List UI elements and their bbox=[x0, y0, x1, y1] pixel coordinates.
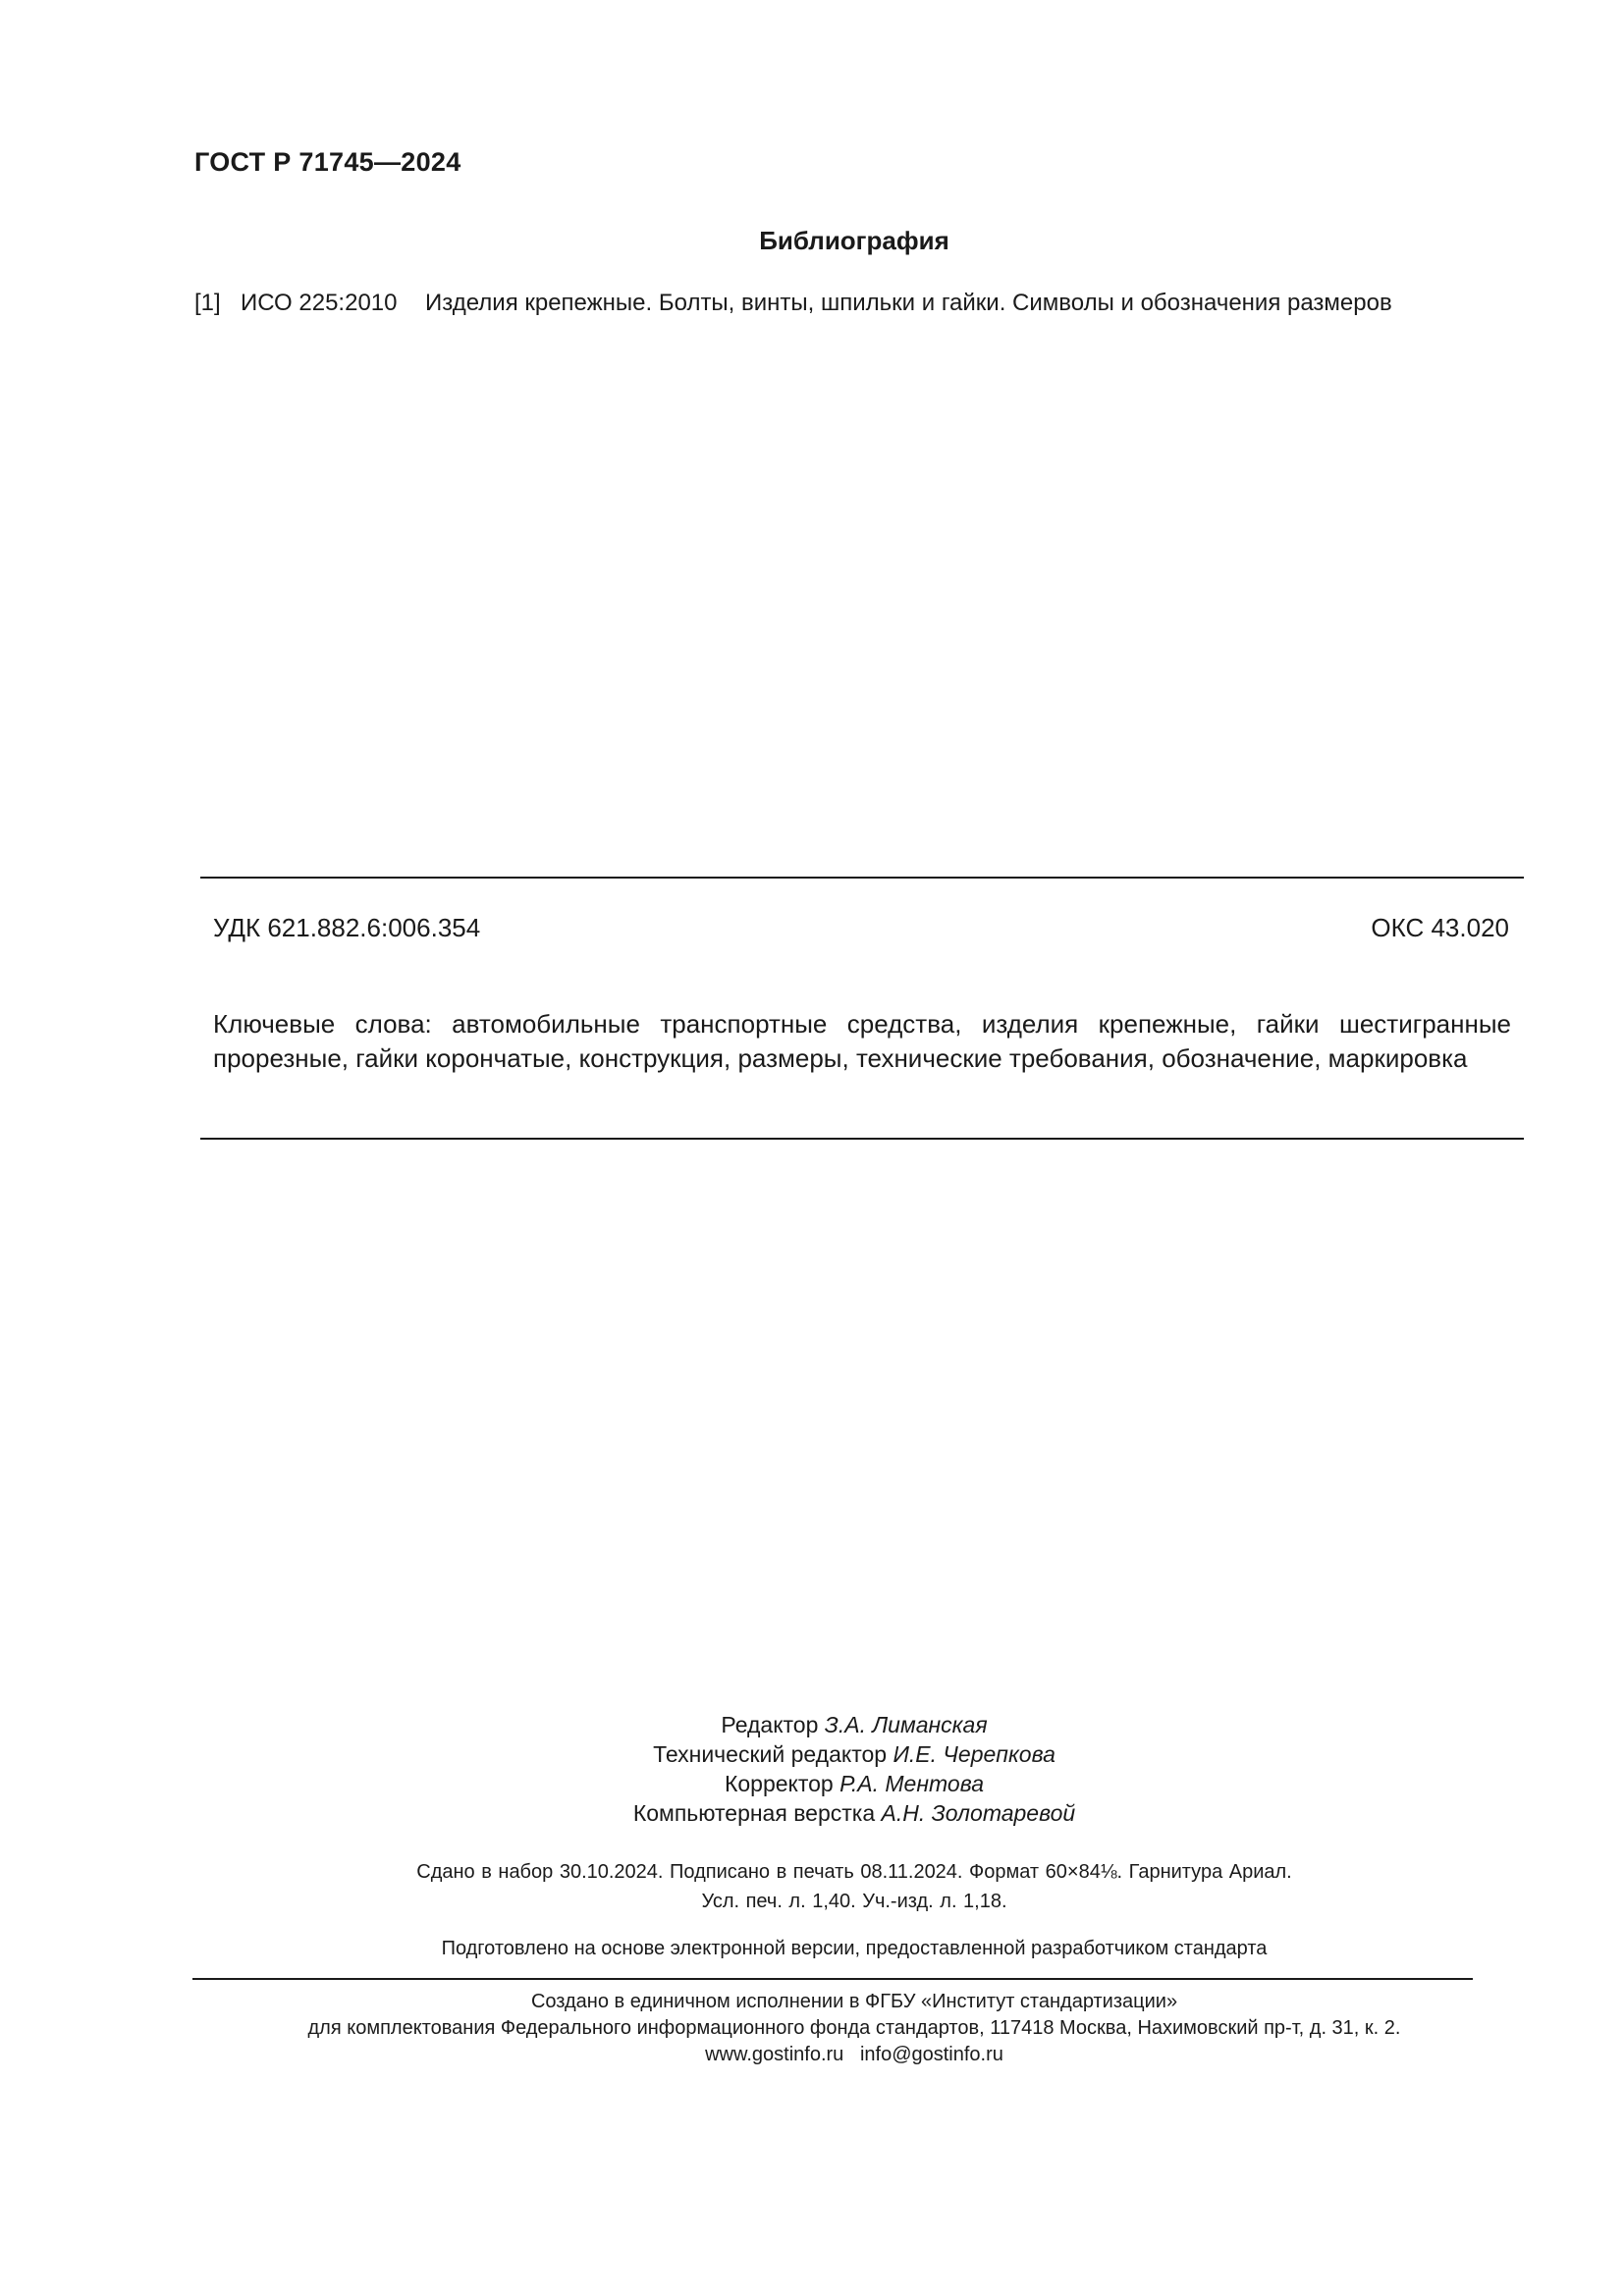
print-info-line-2: Усл. печ. л. 1,40. Уч.-изд. л. 1,18. bbox=[701, 1891, 1007, 1912]
oks-code: ОКС 43.020 bbox=[1371, 913, 1509, 942]
credit-editor: Редактор З.А. Лиманская bbox=[721, 1712, 988, 1737]
prepared-note: Подготовлено на основе электронной версии, предоставленной разработчиком стандарта bbox=[441, 1938, 1268, 1959]
publisher-footer bbox=[0, 1989, 1624, 2068]
bibliography-entry-code: ИСО 225:2010 bbox=[241, 290, 398, 316]
bibliography-entry bbox=[194, 290, 1392, 317]
editorial-credits bbox=[0, 1710, 1624, 1828]
credit-technical-editor: Технический редактор И.Е. Черепкова bbox=[653, 1741, 1056, 1767]
credit-layout: Компьютерная верстка А.Н. Золотаревой bbox=[632, 1800, 1076, 1826]
print-info bbox=[0, 1857, 1624, 1916]
divider-top bbox=[200, 877, 1524, 879]
divider-bottom bbox=[192, 1978, 1473, 1980]
credit-corrector: Корректор Р.А. Ментова bbox=[724, 1771, 984, 1796]
document-code: ГОСТ Р 71745—2024 bbox=[194, 147, 461, 177]
udk-code: УДК 621.882.6:006.354 bbox=[213, 913, 481, 942]
footer-line-1: Создано в единичном исполнении в ФГБУ «Институт стандартизации» bbox=[530, 1991, 1178, 2012]
bibliography-entry-number: [1] bbox=[194, 290, 221, 316]
bibliography-entry-text: Изделия крепежные. Болты, винты, шпильки и гайки. Символы и обозначения размеров bbox=[425, 290, 1392, 316]
footer-line-2: для комплектования Федерального информационного фонда стандартов, 117418 Москва, Нахимовский пр-т, д. 31, к. 2. bbox=[307, 2017, 1401, 2039]
keywords: Ключевые слова: автомобильные транспортные средства, изделия крепежные, гайки шестигранные прорезные, гайки корончатые, конструкция, размеры, технические требования, обозначение, маркировка bbox=[213, 1009, 1511, 1073]
footer-contacts bbox=[0, 2042, 1624, 2068]
website-link[interactable]: www.gostinfo.ru bbox=[705, 2044, 844, 2065]
bibliography-title: Библиография bbox=[759, 226, 949, 255]
divider-middle bbox=[200, 1138, 1524, 1140]
print-info-line-1: Сдано в набор 30.10.2024. Подписано в печать 08.11.2024. Формат 60×84⅛. Гарнитура Ариал. bbox=[416, 1861, 1292, 1883]
email-link[interactable]: info@gostinfo.ru bbox=[859, 2044, 1003, 2065]
